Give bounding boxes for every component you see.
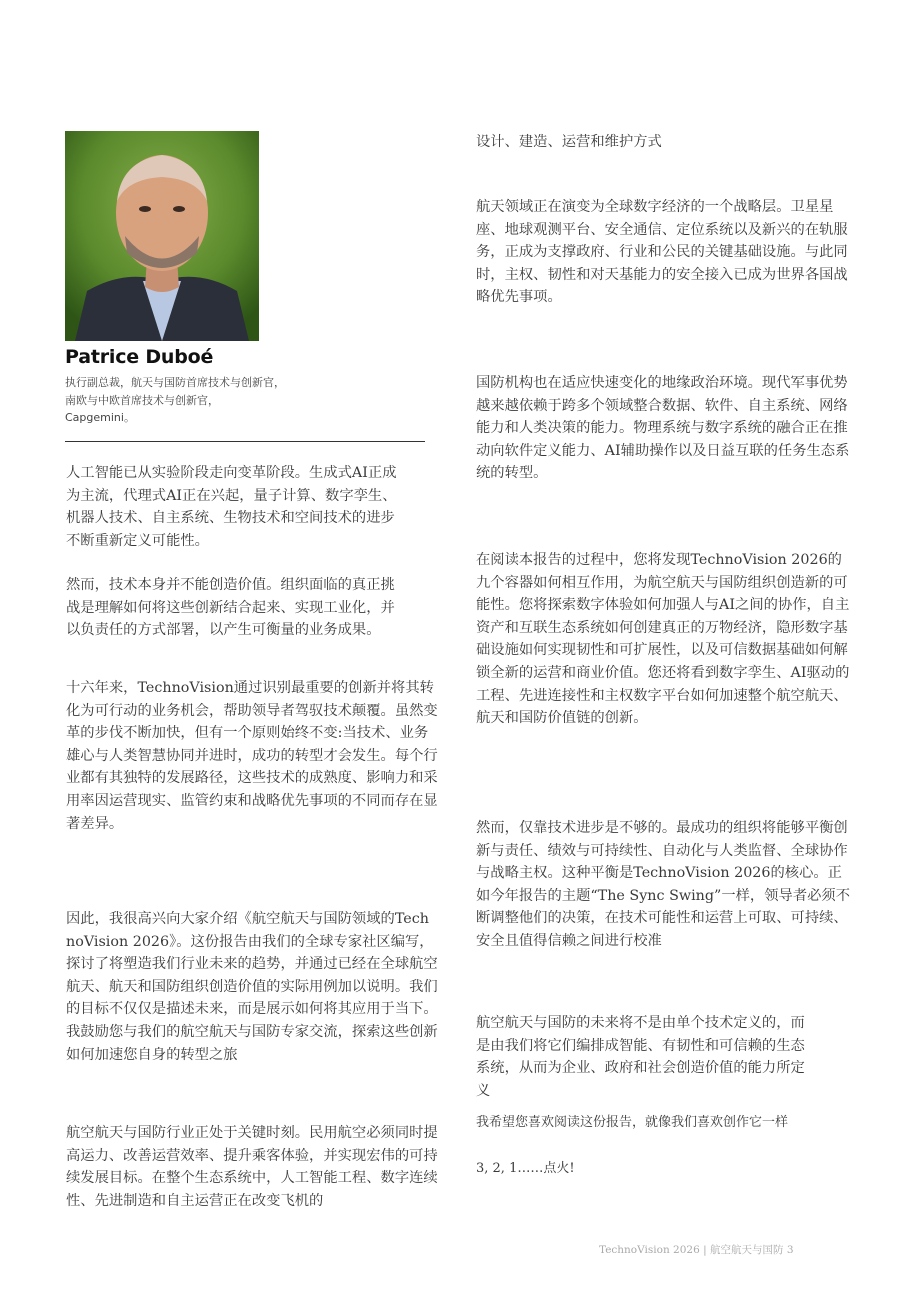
right-paragraph-4: 在阅读本报告的过程中，您将发现TechnoVision 2026的九个容器如何相互作用，为航空航天与国防组织创造新的可能性。您将探索数字体验如何加强人与AI之间的协作，自主资产和互联生态系统如何创建真正的万物经济，隐形数字基础设施如何实现韧性和可扩展性，以及可信数据基础如何解锁全新的运营和商业价值。您还将看到数字孪生、AI驱动的工程、先进连接性和主权数字平台如何加速整个航空航天、航天和国防价值链的创新。	[476, 552, 850, 727]
left-paragraph-4: 因此，我很高兴向大家介绍《航空航天与国防领域的TechnoVision 2026》。这份报告由我们的全球专家社区编写，探讨了将塑造我们行业未来的趋势，并通过已经在全球航空航天、航天和国防组织创造价值的实际用例加以说明。我们的目标不仅仅是描述未来，而是展示如何将其应用于当下。我鼓励您与我们的航空航天与国防专家交流，探索这些创新如何加速您自身的转型之旅	[66, 911, 438, 1063]
right-paragraph-1: 设计、建造、运营和维护方式	[476, 134, 662, 150]
author-role	[65, 374, 425, 427]
author-role-line: Capgemini。	[65, 411, 135, 424]
divider-line	[65, 441, 425, 442]
page-footer: TechnoVision 2026 | 航空航天与国防 3	[599, 1244, 794, 1256]
right-paragraph-3: 国防机构也在适应快速变化的地缘政治环境。现代军事优势越来越依赖于跨多个领域整合数据、软件、自主系统、网络能力和人类决策的能力。物理系统与数字系统的融合正在推动向软件定义能力、AI辅助操作以及日益互联的任务生态系统的转型。	[476, 375, 850, 482]
right-paragraph-7: 我希望您喜欢阅读这份报告，就像我们喜欢创作它一样	[476, 1115, 789, 1130]
author-name: Patrice Duboé	[65, 346, 214, 368]
left-paragraph-5: 航空航天与国防行业正处于关键时刻。民用航空必须同时提高运力、改善运营效率、提升乘客体验，并实现宏伟的可持续发展目标。在整个生态系统中，人工智能工程、数字连续性、先进制造和自主运营正在改变飞机的	[66, 1125, 438, 1209]
left-paragraph-1: 人工智能已从实验阶段走向变革阶段。生成式AI正成为主流，代理式AI正在兴起，量子计算、数字孪生、机器人技术、自主系统、生物技术和空间技术的进步不断重新定义可能性。	[66, 465, 397, 549]
author-role-line: 执行副总裁，航天与国防首席技术与创新官，	[65, 376, 285, 389]
author-role-line: 南欧与中欧首席技术与创新官，	[65, 393, 219, 407]
right-paragraph-5: 然而，仅靠技术进步是不够的。最成功的组织将能够平衡创新与责任、绩效与可持续性、自动化与人类监督、全球协作与战略主权。这种平衡是TechnoVision 2026的核心。正如今年报告的主题“The Sync Swing”一样，领导者必须不断调整他们的决策，在技术可能性和运营上可取、可持续、安全且值得信赖之间进行校准	[476, 820, 851, 949]
right-paragraph-8: 3, 2, 1……点火!	[476, 1161, 575, 1176]
left-paragraph-3: 十六年来，TechnoVision通过识别最重要的创新并将其转化为可行动的业务机会，帮助领导者驾驭技术颠覆。虽然变革的步伐不断加快，但有一个原则始终不变:当技术、业务雄心与人类智慧协同并进时，成功的转型才会发生。每个行业都有其独特的发展路径，这些技术的成熟度、影响力和采用率因运营现实、监管约束和战略优先事项的不同而存在显著差异。	[66, 680, 438, 832]
author-photo	[65, 131, 259, 341]
right-paragraph-6: 航空航天与国防的未来将不是由单个技术定义的，而是由我们将它们编排成智能、有韧性和可信赖的生态系统，从而为企业、政府和社会创造价值的能力所定义	[476, 1015, 805, 1099]
right-paragraph-2: 航天领域正在演变为全球数字经济的一个战略层。卫星星座、地球观测平台、安全通信、定位系统以及新兴的在轨服务，正成为支撑政府、行业和公民的关键基础设施。与此同时，主权、韧性和对天基能力的安全接入已成为世界各国战略优先事项。	[476, 199, 848, 306]
left-paragraph-2: 然而，技术本身并不能创造价值。组织面临的真正挑战是理解如何将这些创新结合起来、实现工业化，并以负责任的方式部署，以产生可衡量的业务成果。	[66, 577, 395, 639]
